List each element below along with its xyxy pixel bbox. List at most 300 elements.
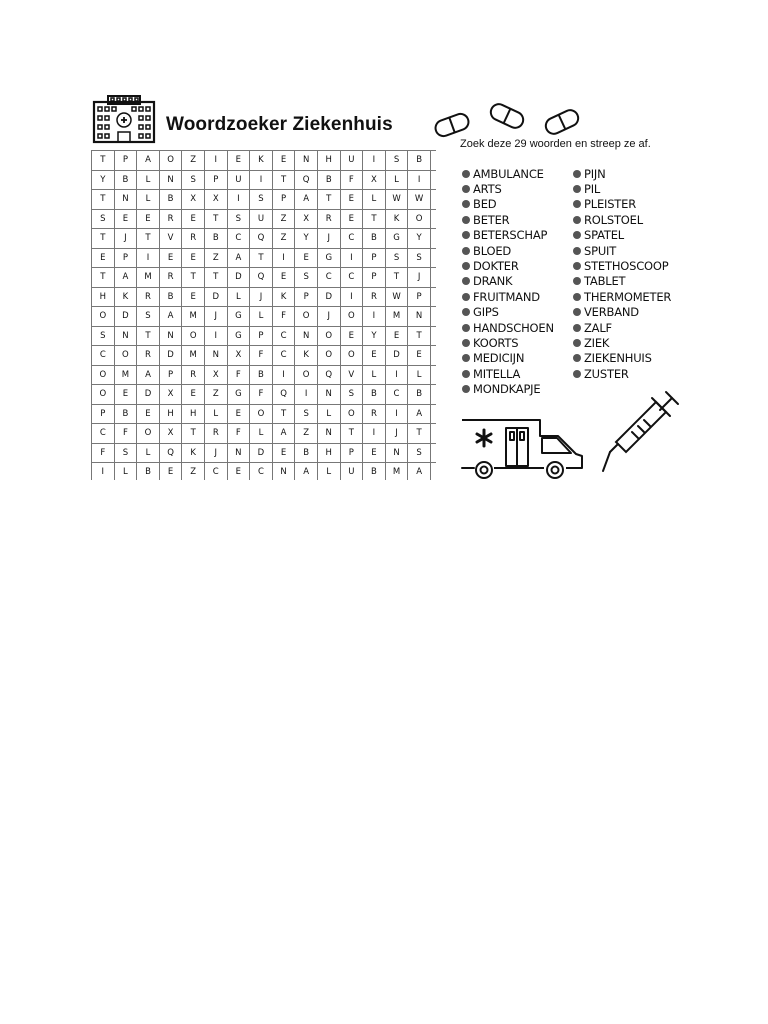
grid-cell[interactable]: B <box>363 463 386 481</box>
grid-cell[interactable]: I <box>408 170 431 190</box>
grid-cell[interactable]: I <box>385 404 408 424</box>
grid-cell[interactable]: F <box>250 346 273 366</box>
grid-cell[interactable]: P <box>295 287 318 307</box>
grid-cell[interactable]: S <box>408 443 431 463</box>
grid-cell[interactable] <box>430 248 436 268</box>
grid-cell[interactable]: M <box>385 463 408 481</box>
grid-cell[interactable]: I <box>250 170 273 190</box>
grid-cell[interactable]: E <box>227 151 250 171</box>
grid-cell[interactable]: E <box>182 248 205 268</box>
grid-cell[interactable]: T <box>317 190 340 210</box>
grid-cell[interactable]: C <box>92 346 115 366</box>
grid-cell[interactable]: B <box>363 229 386 249</box>
grid-cell[interactable]: J <box>250 287 273 307</box>
grid-cell[interactable]: S <box>250 190 273 210</box>
grid-cell[interactable]: T <box>204 268 227 288</box>
grid-cell[interactable]: P <box>363 248 386 268</box>
grid-cell[interactable]: R <box>159 268 182 288</box>
grid-cell[interactable]: C <box>272 326 295 346</box>
grid-cell[interactable]: T <box>340 424 363 444</box>
word-list-item <box>462 258 554 273</box>
grid-cell[interactable]: N <box>159 326 182 346</box>
grid-cell[interactable]: W <box>385 287 408 307</box>
grid-cell[interactable]: I <box>227 190 250 210</box>
grid-cell[interactable]: Q <box>317 365 340 385</box>
grid-cell[interactable]: I <box>92 463 115 481</box>
grid-cell[interactable]: C <box>340 229 363 249</box>
grid-cell[interactable]: E <box>182 385 205 405</box>
grid-cell[interactable]: O <box>250 404 273 424</box>
grid-cell[interactable]: B <box>408 151 431 171</box>
word-list-item <box>462 228 554 243</box>
grid-cell[interactable]: E <box>137 209 160 229</box>
word-list-item <box>462 274 554 289</box>
grid-cell[interactable]: D <box>159 346 182 366</box>
grid-cell[interactable]: E <box>295 248 318 268</box>
bullet-dot-icon <box>462 293 470 301</box>
grid-cell[interactable]: P <box>159 365 182 385</box>
grid-cell[interactable]: F <box>227 424 250 444</box>
grid-cell[interactable]: T <box>182 424 205 444</box>
grid-cell[interactable]: S <box>295 268 318 288</box>
grid-cell[interactable]: C <box>204 463 227 481</box>
grid-cell[interactable]: X <box>227 346 250 366</box>
grid-cell[interactable]: B <box>159 287 182 307</box>
grid-cell[interactable]: E <box>272 268 295 288</box>
grid-cell[interactable]: O <box>317 326 340 346</box>
grid-cell[interactable]: I <box>340 248 363 268</box>
grid-cell[interactable]: B <box>295 443 318 463</box>
grid-cell[interactable]: N <box>408 307 431 327</box>
grid-cell[interactable]: R <box>182 365 205 385</box>
grid-cell[interactable]: B <box>159 190 182 210</box>
grid-cell[interactable]: H <box>317 151 340 171</box>
grid-cell[interactable]: F <box>92 443 115 463</box>
grid-cell[interactable]: Y <box>408 229 431 249</box>
grid-cell[interactable]: I <box>363 151 386 171</box>
grid-cell[interactable]: F <box>250 385 273 405</box>
grid-cell[interactable]: T <box>92 229 115 249</box>
grid-cell[interactable]: P <box>363 268 386 288</box>
grid-cell[interactable]: B <box>317 170 340 190</box>
grid-cell[interactable] <box>430 385 436 405</box>
grid-cell[interactable] <box>430 326 436 346</box>
grid-cell[interactable]: H <box>159 404 182 424</box>
grid-cell[interactable]: N <box>227 443 250 463</box>
grid-cell[interactable]: P <box>272 190 295 210</box>
bullet-dot-icon <box>573 262 581 270</box>
grid-cell[interactable]: X <box>159 385 182 405</box>
bullet-dot-icon <box>462 385 470 393</box>
grid-cell[interactable]: P <box>250 326 273 346</box>
grid-cell[interactable]: H <box>182 404 205 424</box>
grid-cell[interactable]: B <box>114 404 137 424</box>
grid-cell[interactable]: L <box>250 307 273 327</box>
grid-cell[interactable]: E <box>114 385 137 405</box>
word-list-right <box>573 166 671 381</box>
grid-cell[interactable]: A <box>408 463 431 481</box>
grid-cell[interactable]: P <box>92 404 115 424</box>
grid-cell[interactable]: L <box>363 190 386 210</box>
grid-cell[interactable] <box>430 365 436 385</box>
grid-cell[interactable]: N <box>114 190 137 210</box>
grid-cell[interactable] <box>430 424 436 444</box>
grid-cell[interactable]: J <box>317 229 340 249</box>
grid-cell[interactable]: O <box>92 385 115 405</box>
grid-cell[interactable]: D <box>385 346 408 366</box>
grid-cell[interactable]: T <box>408 424 431 444</box>
grid-cell[interactable]: E <box>363 346 386 366</box>
grid-cell[interactable]: E <box>137 404 160 424</box>
grid-cell[interactable]: T <box>92 268 115 288</box>
grid-cell[interactable]: E <box>92 248 115 268</box>
grid-cell[interactable]: J <box>385 424 408 444</box>
grid-cell[interactable]: G <box>385 229 408 249</box>
grid-cell[interactable]: L <box>385 170 408 190</box>
bullet-dot-icon <box>573 354 581 362</box>
grid-cell[interactable]: C <box>227 229 250 249</box>
grid-cell[interactable]: N <box>272 463 295 481</box>
grid-cell[interactable]: E <box>182 287 205 307</box>
grid-cell[interactable]: L <box>317 463 340 481</box>
grid-cell[interactable]: N <box>385 443 408 463</box>
grid-cell[interactable]: E <box>340 209 363 229</box>
grid-cell[interactable]: P <box>114 151 137 171</box>
grid-cell[interactable]: R <box>182 229 205 249</box>
grid-cell[interactable]: C <box>272 346 295 366</box>
grid-cell[interactable]: B <box>204 229 227 249</box>
grid-cell[interactable]: E <box>363 443 386 463</box>
grid-cell[interactable]: K <box>295 346 318 366</box>
grid-cell[interactable]: S <box>92 209 115 229</box>
grid-row <box>92 443 437 463</box>
grid-cell[interactable]: K <box>182 443 205 463</box>
grid-cell[interactable] <box>430 443 436 463</box>
grid-cell[interactable]: I <box>295 385 318 405</box>
grid-cell[interactable]: I <box>363 307 386 327</box>
grid-cell[interactable]: E <box>227 404 250 424</box>
grid-cell[interactable]: H <box>317 443 340 463</box>
grid-cell[interactable]: D <box>204 287 227 307</box>
grid-cell[interactable]: O <box>92 307 115 327</box>
grid-cell[interactable]: Q <box>272 385 295 405</box>
grid-cell[interactable]: I <box>272 365 295 385</box>
grid-cell[interactable]: G <box>227 326 250 346</box>
grid-cell[interactable]: Q <box>250 268 273 288</box>
grid-cell[interactable]: D <box>317 287 340 307</box>
grid-cell[interactable] <box>430 346 436 366</box>
grid-cell[interactable]: T <box>363 209 386 229</box>
grid-cell[interactable]: T <box>92 151 115 171</box>
grid-cell[interactable]: S <box>385 151 408 171</box>
grid-cell[interactable]: L <box>137 443 160 463</box>
grid-cell[interactable]: X <box>159 424 182 444</box>
grid-cell[interactable]: T <box>272 404 295 424</box>
grid-cell[interactable] <box>430 307 436 327</box>
grid-cell[interactable]: R <box>137 346 160 366</box>
grid-cell[interactable]: U <box>250 209 273 229</box>
grid-cell[interactable] <box>430 404 436 424</box>
grid-cell[interactable]: Z <box>272 229 295 249</box>
grid-cell[interactable]: X <box>204 365 227 385</box>
grid-cell[interactable]: Q <box>250 229 273 249</box>
word-label: MEDICIJN <box>473 351 525 366</box>
grid-cell[interactable] <box>430 229 436 249</box>
grid-cell[interactable]: E <box>340 190 363 210</box>
grid-cell[interactable]: Z <box>204 248 227 268</box>
grid-cell[interactable]: N <box>159 170 182 190</box>
grid-cell[interactable] <box>430 209 436 229</box>
grid-cell[interactable]: Y <box>295 229 318 249</box>
grid-cell[interactable]: I <box>204 326 227 346</box>
grid-cell[interactable]: I <box>340 287 363 307</box>
grid-cell[interactable]: A <box>295 190 318 210</box>
bullet-dot-icon <box>462 262 470 270</box>
grid-cell[interactable]: P <box>114 248 137 268</box>
grid-cell[interactable]: U <box>340 463 363 481</box>
grid-cell[interactable]: L <box>137 190 160 210</box>
grid-cell[interactable]: P <box>340 443 363 463</box>
letter-grid-table <box>91 150 436 480</box>
grid-cell[interactable]: A <box>159 307 182 327</box>
grid-cell[interactable]: S <box>114 443 137 463</box>
grid-cell[interactable]: G <box>227 385 250 405</box>
grid-cell[interactable]: A <box>137 365 160 385</box>
grid-cell[interactable]: W <box>385 190 408 210</box>
grid-cell[interactable]: G <box>317 248 340 268</box>
grid-cell[interactable]: N <box>317 424 340 444</box>
grid-cell[interactable]: L <box>204 404 227 424</box>
grid-cell[interactable]: M <box>182 346 205 366</box>
grid-cell[interactable]: S <box>295 404 318 424</box>
grid-cell[interactable]: O <box>340 307 363 327</box>
grid-cell[interactable]: S <box>340 385 363 405</box>
grid-cell[interactable] <box>430 463 436 481</box>
grid-cell[interactable]: G <box>227 307 250 327</box>
grid-cell[interactable]: P <box>408 287 431 307</box>
grid-cell[interactable]: F <box>227 365 250 385</box>
grid-cell[interactable] <box>430 287 436 307</box>
grid-cell[interactable]: O <box>295 307 318 327</box>
grid-cell[interactable]: V <box>159 229 182 249</box>
grid-cell[interactable]: K <box>272 287 295 307</box>
grid-cell[interactable] <box>430 170 436 190</box>
grid-cell[interactable]: O <box>182 326 205 346</box>
grid-cell[interactable]: X <box>295 209 318 229</box>
grid-cell[interactable]: X <box>204 190 227 210</box>
grid-cell[interactable]: R <box>204 424 227 444</box>
grid-cell[interactable]: O <box>114 346 137 366</box>
grid-cell[interactable]: U <box>340 151 363 171</box>
grid-cell[interactable]: B <box>363 385 386 405</box>
grid-cell[interactable]: D <box>227 268 250 288</box>
grid-cell[interactable]: C <box>92 424 115 444</box>
grid-cell[interactable]: T <box>204 209 227 229</box>
grid-cell[interactable]: K <box>250 151 273 171</box>
grid-cell[interactable]: A <box>137 151 160 171</box>
grid-cell[interactable]: O <box>159 151 182 171</box>
grid-cell[interactable]: P <box>204 170 227 190</box>
grid-cell[interactable]: F <box>114 424 137 444</box>
grid-cell[interactable]: B <box>114 170 137 190</box>
grid-cell[interactable]: E <box>272 151 295 171</box>
grid-cell[interactable]: Z <box>182 151 205 171</box>
grid-cell[interactable]: T <box>92 190 115 210</box>
grid-cell[interactable]: M <box>385 307 408 327</box>
word-list-item <box>573 320 671 335</box>
bullet-dot-icon <box>573 247 581 255</box>
grid-cell[interactable]: L <box>250 424 273 444</box>
grid-cell[interactable]: J <box>408 268 431 288</box>
grid-cell[interactable]: N <box>114 326 137 346</box>
grid-cell[interactable]: D <box>114 307 137 327</box>
word-list-item <box>573 366 671 381</box>
grid-cell[interactable]: C <box>250 463 273 481</box>
grid-cell[interactable] <box>430 190 436 210</box>
grid-cell[interactable]: T <box>272 170 295 190</box>
grid-cell[interactable]: S <box>92 326 115 346</box>
grid-cell[interactable]: S <box>182 170 205 190</box>
grid-cell[interactable]: A <box>408 404 431 424</box>
grid-cell[interactable]: S <box>227 209 250 229</box>
grid-cell[interactable]: A <box>272 424 295 444</box>
grid-cell[interactable]: K <box>114 287 137 307</box>
grid-cell[interactable]: I <box>272 248 295 268</box>
grid-cell[interactable]: L <box>114 463 137 481</box>
grid-cell[interactable]: Y <box>92 170 115 190</box>
grid-cell[interactable]: L <box>137 170 160 190</box>
grid-cell[interactable]: M <box>182 307 205 327</box>
word-list-item <box>573 258 671 273</box>
grid-cell[interactable]: E <box>340 326 363 346</box>
grid-cell[interactable]: X <box>363 170 386 190</box>
bullet-dot-icon <box>573 231 581 239</box>
grid-cell[interactable]: D <box>250 443 273 463</box>
grid-row <box>92 463 437 481</box>
grid-cell[interactable]: O <box>317 346 340 366</box>
grid-cell[interactable]: Y <box>363 326 386 346</box>
grid-cell[interactable]: I <box>137 248 160 268</box>
grid-cell[interactable]: R <box>137 287 160 307</box>
word-label: ZALF <box>584 320 612 335</box>
grid-cell[interactable]: C <box>385 385 408 405</box>
grid-cell[interactable]: V <box>340 365 363 385</box>
grid-cell[interactable]: B <box>408 385 431 405</box>
grid-cell[interactable]: N <box>204 346 227 366</box>
grid-cell[interactable]: J <box>204 443 227 463</box>
grid-cell[interactable]: T <box>385 268 408 288</box>
grid-cell[interactable]: M <box>114 365 137 385</box>
grid-cell[interactable]: I <box>363 424 386 444</box>
grid-cell[interactable]: J <box>114 229 137 249</box>
grid-cell[interactable]: E <box>272 443 295 463</box>
grid-cell[interactable]: U <box>227 170 250 190</box>
grid-cell[interactable] <box>430 268 436 288</box>
grid-cell[interactable]: H <box>92 287 115 307</box>
grid-cell[interactable]: B <box>137 463 160 481</box>
grid-cell[interactable]: N <box>295 326 318 346</box>
grid-cell[interactable]: S <box>408 248 431 268</box>
grid-cell[interactable]: I <box>204 151 227 171</box>
grid-cell[interactable]: O <box>408 209 431 229</box>
grid-cell[interactable]: T <box>408 326 431 346</box>
grid-cell[interactable]: O <box>340 404 363 424</box>
grid-cell[interactable]: E <box>385 326 408 346</box>
grid-cell[interactable]: C <box>340 268 363 288</box>
grid-cell[interactable]: E <box>408 346 431 366</box>
word-label: BLOED <box>473 243 512 258</box>
grid-cell[interactable]: M <box>137 268 160 288</box>
word-list-left <box>462 166 554 397</box>
grid-cell[interactable]: A <box>295 463 318 481</box>
grid-cell[interactable]: R <box>317 209 340 229</box>
grid-cell[interactable]: N <box>317 385 340 405</box>
word-list-item <box>462 305 554 320</box>
grid-cell[interactable]: W <box>408 190 431 210</box>
grid-cell[interactable]: E <box>114 209 137 229</box>
bullet-dot-icon <box>462 185 470 193</box>
word-list-item <box>573 243 671 258</box>
grid-cell[interactable]: I <box>385 365 408 385</box>
grid-cell[interactable]: Z <box>204 385 227 405</box>
grid-cell[interactable]: Q <box>159 443 182 463</box>
syringe-icon <box>600 388 680 474</box>
grid-cell[interactable]: R <box>159 209 182 229</box>
grid-cell[interactable]: E <box>227 463 250 481</box>
grid-cell[interactable]: K <box>385 209 408 229</box>
grid-cell[interactable]: O <box>92 365 115 385</box>
grid-cell[interactable]: S <box>385 248 408 268</box>
grid-cell[interactable]: S <box>137 307 160 327</box>
grid-cell[interactable]: T <box>182 268 205 288</box>
grid-cell[interactable]: N <box>295 151 318 171</box>
word-list-item <box>573 289 671 304</box>
grid-cell[interactable]: R <box>363 287 386 307</box>
grid-cell[interactable] <box>430 151 436 171</box>
grid-cell[interactable]: Q <box>295 170 318 190</box>
grid-cell[interactable]: A <box>227 248 250 268</box>
grid-cell[interactable]: C <box>317 268 340 288</box>
grid-cell[interactable]: O <box>137 424 160 444</box>
grid-cell[interactable]: E <box>159 463 182 481</box>
grid-cell[interactable]: J <box>204 307 227 327</box>
grid-cell[interactable]: J <box>317 307 340 327</box>
grid-cell[interactable]: F <box>340 170 363 190</box>
grid-cell[interactable]: Z <box>182 463 205 481</box>
grid-cell[interactable]: X <box>182 190 205 210</box>
word-label: SPUIT <box>584 243 617 258</box>
grid-cell[interactable]: L <box>363 365 386 385</box>
grid-cell[interactable]: F <box>272 307 295 327</box>
grid-cell[interactable]: O <box>340 346 363 366</box>
grid-cell[interactable]: A <box>114 268 137 288</box>
grid-cell[interactable]: E <box>182 209 205 229</box>
grid-cell[interactable]: L <box>408 365 431 385</box>
grid-cell[interactable]: L <box>227 287 250 307</box>
grid-cell[interactable]: R <box>363 404 386 424</box>
grid-cell[interactable]: T <box>137 326 160 346</box>
grid-cell[interactable]: E <box>159 248 182 268</box>
grid-cell[interactable]: O <box>295 365 318 385</box>
grid-cell[interactable]: L <box>317 404 340 424</box>
grid-cell[interactable]: T <box>137 229 160 249</box>
grid-row <box>92 385 437 405</box>
grid-cell[interactable]: Z <box>272 209 295 229</box>
grid-cell[interactable]: T <box>250 248 273 268</box>
grid-cell[interactable]: D <box>137 385 160 405</box>
grid-cell[interactable]: Z <box>295 424 318 444</box>
grid-cell[interactable]: B <box>250 365 273 385</box>
